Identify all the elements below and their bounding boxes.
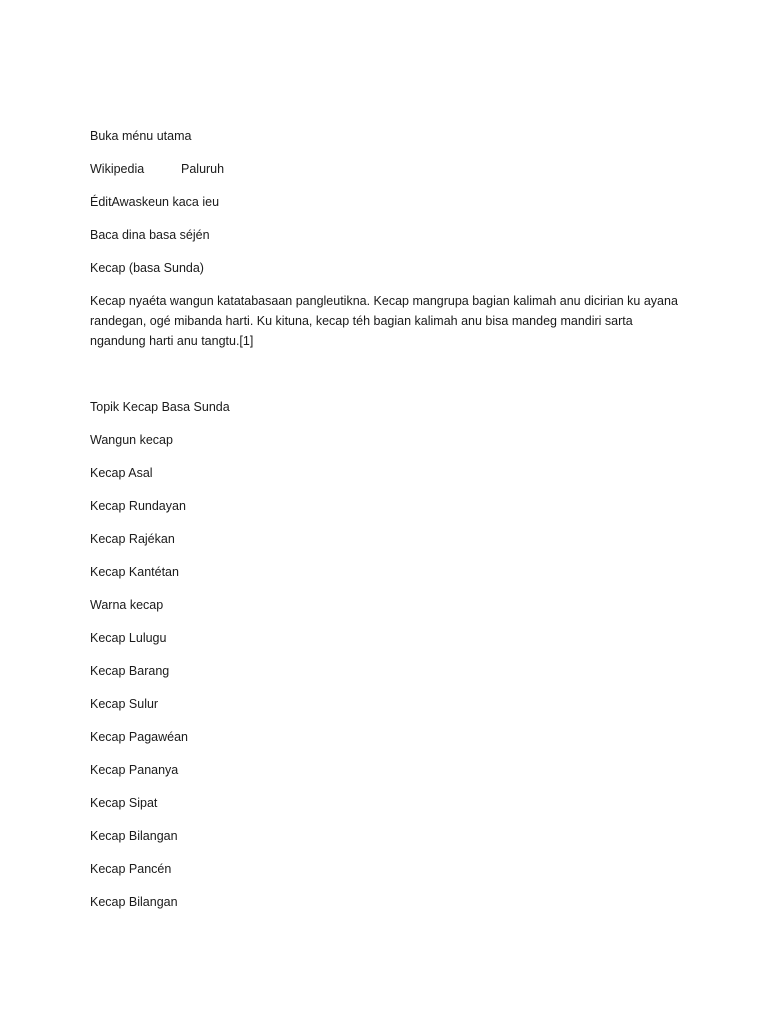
page-title: Kecap (basa Sunda) — [90, 261, 204, 275]
topic-item[interactable]: Kecap Pananya — [90, 763, 179, 777]
topics-heading: Topik Kecap Basa Sunda — [90, 400, 230, 414]
search-link[interactable]: Paluruh — [181, 162, 225, 176]
wikipedia-link[interactable]: Wikipedia — [90, 162, 145, 176]
topic-item[interactable]: Kecap Kantétan — [90, 565, 179, 579]
topic-item[interactable]: Kecap Lulugu — [90, 631, 167, 645]
edit-watch-link[interactable]: ÉditAwaskeun kaca ieu — [90, 195, 220, 209]
topic-item[interactable]: Kecap Rundayan — [90, 499, 186, 513]
topic-item[interactable]: Kecap Asal — [90, 466, 153, 480]
topic-item[interactable]: Kecap Sipat — [90, 796, 158, 810]
site-nav — [90, 159, 690, 179]
topic-item[interactable]: Wangun kecap — [90, 433, 173, 447]
topic-item[interactable]: Kecap Sulur — [90, 697, 159, 711]
topic-item[interactable]: Kecap Pancén — [90, 862, 172, 876]
intro-paragraph: Kecap nyaéta wangun katatabasaan pangleutikna. Kecap mangrupa bagian kalimah anu dicirian ku ayana randegan, ogé mibanda harti. Ku kituna, kecap téh bagian kalimah anu bisa mandeg mandiri sarta ngandung harti anu tangtu.[1] — [90, 294, 678, 348]
topic-item[interactable]: Kecap Pagawéan — [90, 730, 188, 744]
topic-item[interactable]: Kecap Rajékan — [90, 532, 175, 546]
read-other-language-link[interactable]: Baca dina basa séjén — [90, 228, 210, 242]
section-spacer — [90, 364, 690, 397]
topic-item[interactable]: Kecap Barang — [90, 664, 170, 678]
topic-item[interactable]: Kecap Bilangan — [90, 829, 178, 843]
open-main-menu-link[interactable]: Buka ménu utama — [90, 129, 192, 143]
topics-list — [90, 430, 690, 912]
topic-item[interactable]: Warna kecap — [90, 598, 164, 612]
topic-item[interactable]: Kecap Bilangan — [90, 895, 178, 909]
document-content — [90, 126, 690, 925]
